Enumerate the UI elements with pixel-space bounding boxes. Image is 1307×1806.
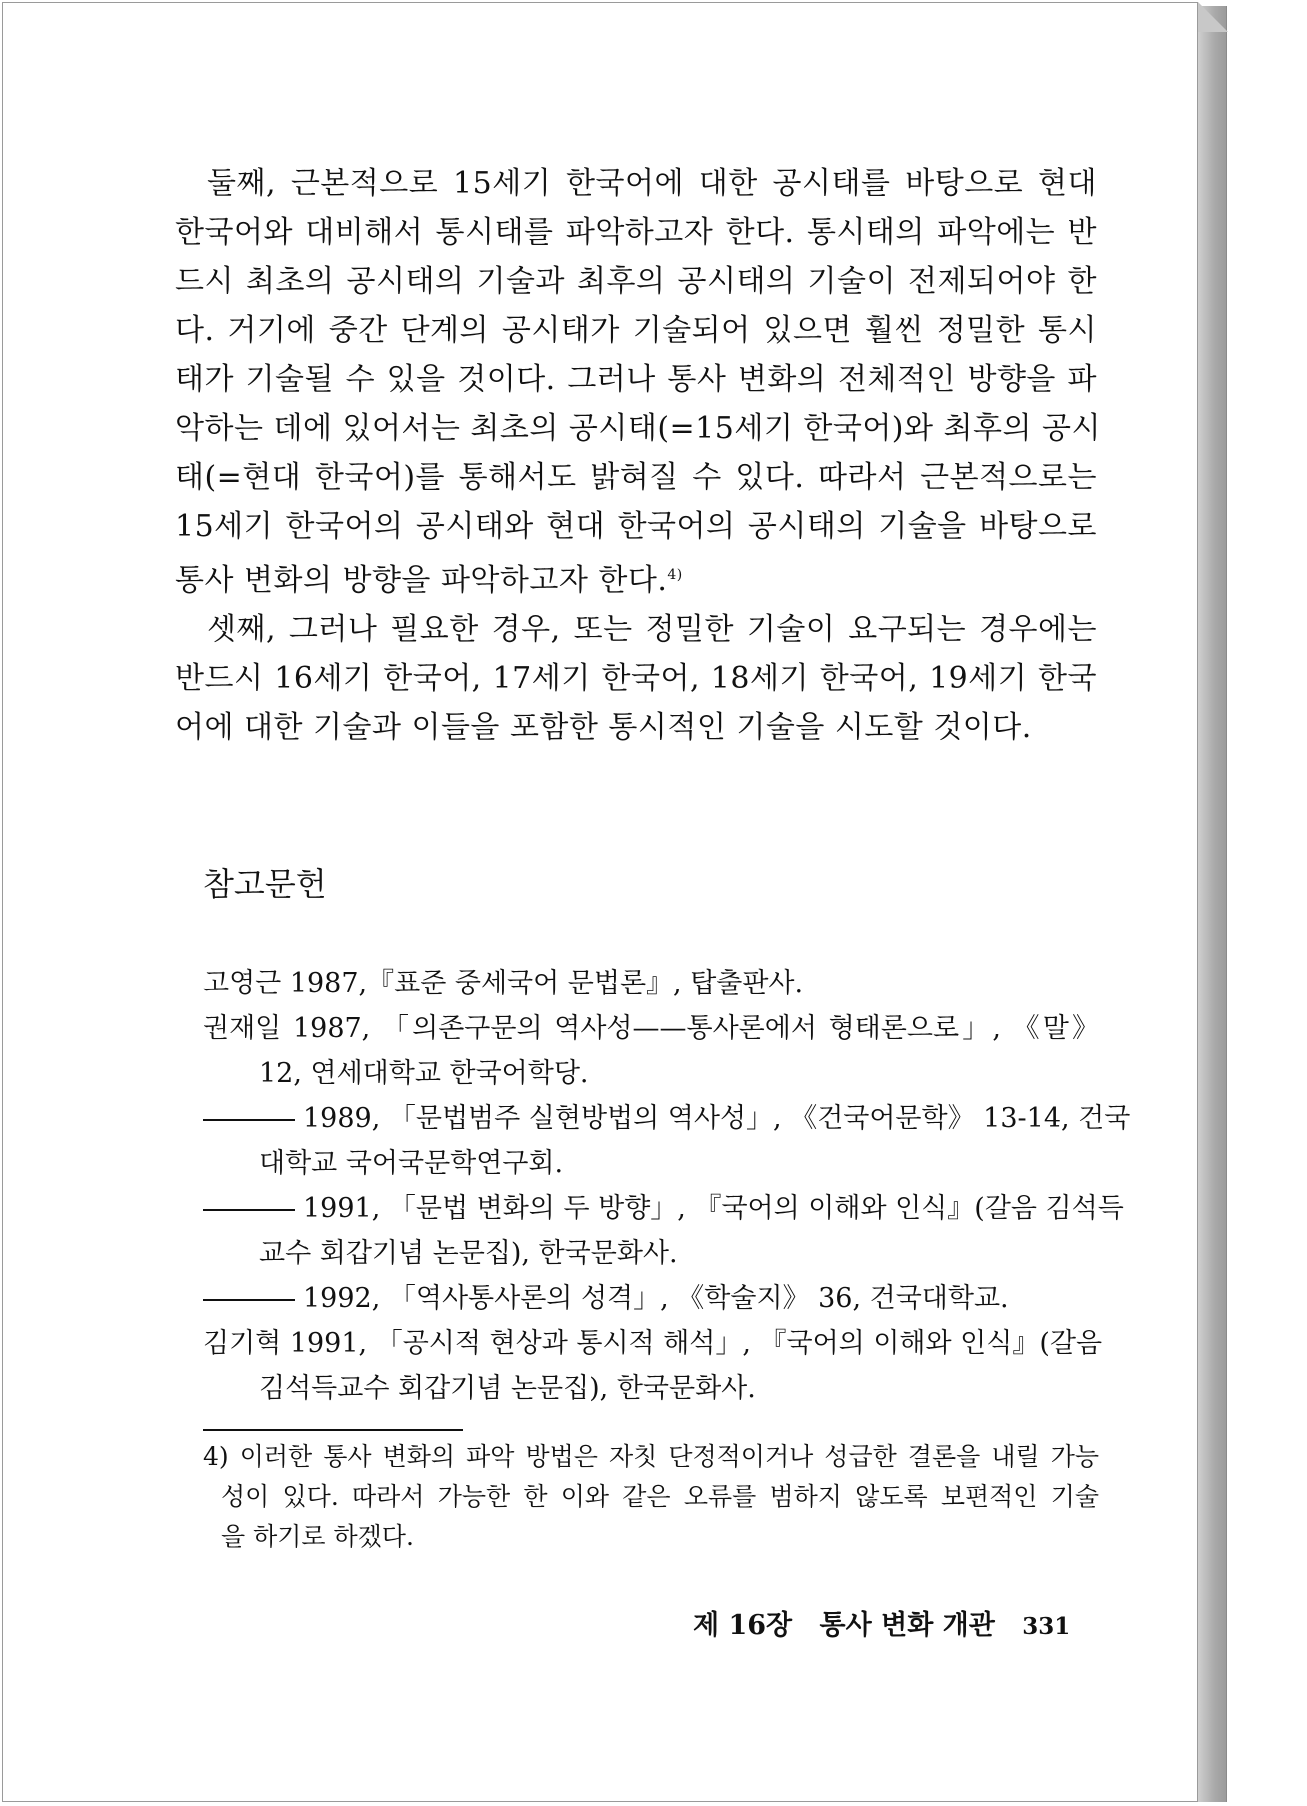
ditto-dash xyxy=(203,1209,295,1211)
text-line-content: 통사 변화의 방향을 파악하고자 한다. xyxy=(175,563,668,598)
reference-entry xyxy=(203,1096,1131,1186)
text-line: 어에 대한 기술과 이들을 포함한 통시적인 기술을 시도할 것이다. xyxy=(175,710,1032,745)
footnote-rule xyxy=(203,1429,463,1431)
text-line: 15세기 한국어의 공시태와 현대 한국어의 공시태의 기술을 바탕으로 xyxy=(175,509,1097,544)
footnote xyxy=(203,1437,1099,1557)
paragraph-second xyxy=(175,159,1101,605)
reference-line: 김석득교수 회갑기념 논문집), 한국문화사. xyxy=(259,1373,756,1404)
text-line xyxy=(175,551,1097,605)
reference-entry xyxy=(203,1276,1099,1321)
reference-line: 권재일 1987, 「의존구문의 역사성——통사론에서 형태론으로」, 《말》 xyxy=(203,1013,1099,1044)
reference-line-content: 1991, 「문법 변화의 두 방향」, 『국어의 이해와 인식』(갈음 김석득 xyxy=(303,1193,1124,1224)
footnote-line: 성이 있다. 따라서 가능한 한 이와 같은 오류를 범하지 않도록 보편적인 기술 xyxy=(221,1482,1099,1511)
reference-entry xyxy=(203,1006,1099,1096)
ditto-dash xyxy=(203,1299,295,1301)
reference-line: 대학교 국어국문학연구회. xyxy=(259,1148,564,1179)
reference-line: 김기혁 1991, 「공시적 현상과 통시적 해석」, 『국어의 이해와 인식』(갈음 xyxy=(203,1328,1103,1359)
references-heading: 참고문헌 xyxy=(203,865,327,903)
running-footer xyxy=(693,1603,1070,1642)
text-line: 반드시 16세기 한국어, 17세기 한국어, 18세기 한국어, 19세기 한국 xyxy=(175,661,1097,696)
reference-line xyxy=(203,1186,1124,1231)
body-text xyxy=(175,159,1101,752)
reference-line-content: 1989, 「문법범주 실현방법의 역사성」, 《건국어문학》 13-14, 건국 xyxy=(303,1103,1131,1134)
reference-line-content: 1992, 「역사통사론의 성격」, 《학술지》 36, 건국대학교. xyxy=(303,1283,1009,1314)
text-line: 태가 기술될 수 있을 것이다. 그러나 통사 변화의 전체적인 방향을 파 xyxy=(175,362,1097,397)
reference-entry xyxy=(203,1321,1103,1411)
book-page xyxy=(2,2,1198,1802)
reference-line: 고영근 1987,『표준 중세국어 문법론』, 탑출판사. xyxy=(203,968,804,999)
paragraph-third xyxy=(175,605,1097,752)
footnote-line: 4) 이러한 통사 변화의 파악 방법은 자칫 단정적이거나 성급한 결론을 내릴 가능 xyxy=(203,1442,1099,1471)
reference-entry xyxy=(203,961,1099,1006)
text-line: 다. 거기에 중간 단계의 공시태가 기술되어 있으면 훨씬 정밀한 통시 xyxy=(175,313,1097,348)
text-line: 한국어와 대비해서 통시태를 파악하고자 한다. 통시태의 파악에는 반 xyxy=(175,215,1097,250)
text-line: 악하는 데에 있어서는 최초의 공시태(=15세기 한국어)와 최후의 공시 xyxy=(175,411,1101,446)
text-line: 둘째, 근본적으로 15세기 한국어에 대한 공시태를 바탕으로 현대 xyxy=(207,166,1097,201)
reference-line xyxy=(203,1276,1099,1321)
page-edge-shadow xyxy=(1198,6,1227,1802)
reference-line xyxy=(203,1096,1131,1141)
reference-entry xyxy=(203,1186,1124,1276)
text-line: 드시 최초의 공시태의 기술과 최후의 공시태의 기술이 전제되어야 한 xyxy=(175,264,1097,299)
footnote-marker[interactable]: 4) xyxy=(667,567,683,583)
chapter-title: 통사 변화 개관 xyxy=(819,1610,995,1641)
text-line: 태(=현대 한국어)를 통해서도 밝혀질 수 있다. 따라서 근본적으로는 xyxy=(175,460,1097,495)
page-number: 331 xyxy=(1022,1613,1071,1640)
reference-line: 교수 회갑기념 논문집), 한국문화사. xyxy=(259,1238,678,1269)
references-list xyxy=(203,961,1131,1411)
reference-line: 12, 연세대학교 한국어학당. xyxy=(259,1058,589,1089)
footnote-line: 을 하기로 하겠다. xyxy=(221,1522,414,1551)
chapter-label: 제 16장 xyxy=(693,1610,793,1641)
ditto-dash xyxy=(203,1119,295,1121)
text-line: 셋째, 그러나 필요한 경우, 또는 정밀한 기술이 요구되는 경우에는 xyxy=(207,612,1097,647)
